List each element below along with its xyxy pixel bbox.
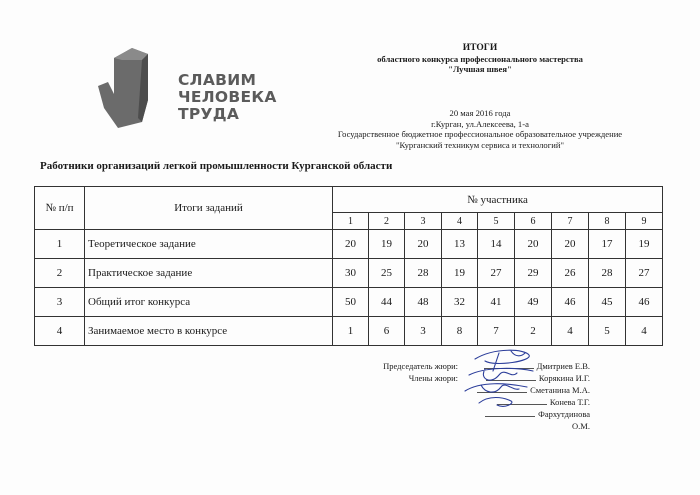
score-cell: 50 xyxy=(333,288,369,317)
score-cell: 14 xyxy=(478,230,515,259)
jury-name: Дмитриев Е.В. xyxy=(470,360,590,372)
event-address: г.Курган, ул.Алексеева, 1-а xyxy=(431,118,529,129)
jury-name: Конева Т.Г. xyxy=(470,396,590,408)
task-name: Занимаемое место в конкурсе xyxy=(85,317,333,346)
score-cell: 28 xyxy=(405,259,442,288)
participant-number: 5 xyxy=(478,213,515,230)
score-cell: 20 xyxy=(405,230,442,259)
task-name: Практическое задание xyxy=(85,259,333,288)
score-cell: 46 xyxy=(552,288,589,317)
logo-line: СЛАВИМ xyxy=(178,71,257,89)
document-title: ИТОГИ xyxy=(462,43,498,53)
score-cell: 17 xyxy=(589,230,626,259)
score-cell: 30 xyxy=(333,259,369,288)
table-row xyxy=(35,288,663,317)
score-cell: 13 xyxy=(442,230,478,259)
header-participants: № участника xyxy=(333,187,663,213)
score-cell: 48 xyxy=(405,288,442,317)
document-meta xyxy=(290,108,670,150)
score-cell: 20 xyxy=(552,230,589,259)
section-title: Работники организаций легкой промышленности Курганской области xyxy=(40,160,393,172)
row-number: 1 xyxy=(35,230,85,259)
institution-type: Государственное бюджетное профессиональное образовательное учреждение xyxy=(337,129,623,140)
handwritten-signature-icon xyxy=(455,345,555,417)
score-cell: 20 xyxy=(515,230,552,259)
institution-name: "Курганский техникум сервиса и технологий" xyxy=(396,139,564,150)
score-cell: 7 xyxy=(478,317,515,346)
participant-number: 9 xyxy=(626,213,663,230)
header-tasks: Итоги заданий xyxy=(85,187,333,230)
participant-number: 4 xyxy=(442,213,478,230)
jury-roles xyxy=(372,360,458,384)
score-cell: 5 xyxy=(589,317,626,346)
row-number: 3 xyxy=(35,288,85,317)
participant-number: 2 xyxy=(369,213,405,230)
logo-line: ТРУДА xyxy=(178,105,240,123)
score-cell: 27 xyxy=(478,259,515,288)
score-cell: 3 xyxy=(405,317,442,346)
task-name: Общий итог конкурса xyxy=(85,288,333,317)
task-name: Теоретическое задание xyxy=(85,230,333,259)
score-cell: 29 xyxy=(515,259,552,288)
row-number: 4 xyxy=(35,317,85,346)
members-label: Члены жюри: xyxy=(408,373,458,383)
score-cell: 41 xyxy=(478,288,515,317)
score-cell: 49 xyxy=(515,288,552,317)
score-cell: 4 xyxy=(626,317,663,346)
score-cell: 28 xyxy=(589,259,626,288)
document-subtitle: областного конкурса профессионального мастерства xyxy=(377,53,583,64)
row-number: 2 xyxy=(35,259,85,288)
logo-line: ЧЕЛОВЕКА xyxy=(178,88,277,106)
document-header xyxy=(300,43,660,75)
score-cell: 44 xyxy=(369,288,405,317)
jury-name: Корякина И.Г. xyxy=(470,372,590,384)
table-row xyxy=(35,317,663,346)
score-cell: 26 xyxy=(552,259,589,288)
score-cell: 19 xyxy=(442,259,478,288)
participant-number: 6 xyxy=(515,213,552,230)
score-cell: 46 xyxy=(626,288,663,317)
event-date: 20 мая 2016 года xyxy=(449,108,511,118)
table-row xyxy=(35,230,663,259)
score-cell: 19 xyxy=(369,230,405,259)
participant-number: 3 xyxy=(405,213,442,230)
logo-text xyxy=(178,72,277,123)
score-cell: 20 xyxy=(333,230,369,259)
score-cell: 27 xyxy=(626,259,663,288)
header-row-number: № п/п xyxy=(35,187,85,230)
score-cell: 19 xyxy=(626,230,663,259)
participant-number: 7 xyxy=(552,213,589,230)
contest-name: "Лучшая швея" xyxy=(448,64,512,75)
score-cell: 8 xyxy=(442,317,478,346)
table-row xyxy=(35,259,663,288)
participant-number: 1 xyxy=(333,213,369,230)
score-cell: 25 xyxy=(369,259,405,288)
results-table xyxy=(34,186,663,346)
participant-number: 8 xyxy=(589,213,626,230)
score-cell: 45 xyxy=(589,288,626,317)
score-cell: 6 xyxy=(369,317,405,346)
chair-label: Председатель жюри: xyxy=(383,361,458,371)
jury-name: Сметанина М.А. xyxy=(470,384,590,396)
jury-name: Фархутдинова О.М. xyxy=(470,408,590,432)
hand-logo-icon xyxy=(92,42,172,134)
score-cell: 1 xyxy=(333,317,369,346)
score-cell: 4 xyxy=(552,317,589,346)
score-cell: 32 xyxy=(442,288,478,317)
score-cell: 2 xyxy=(515,317,552,346)
